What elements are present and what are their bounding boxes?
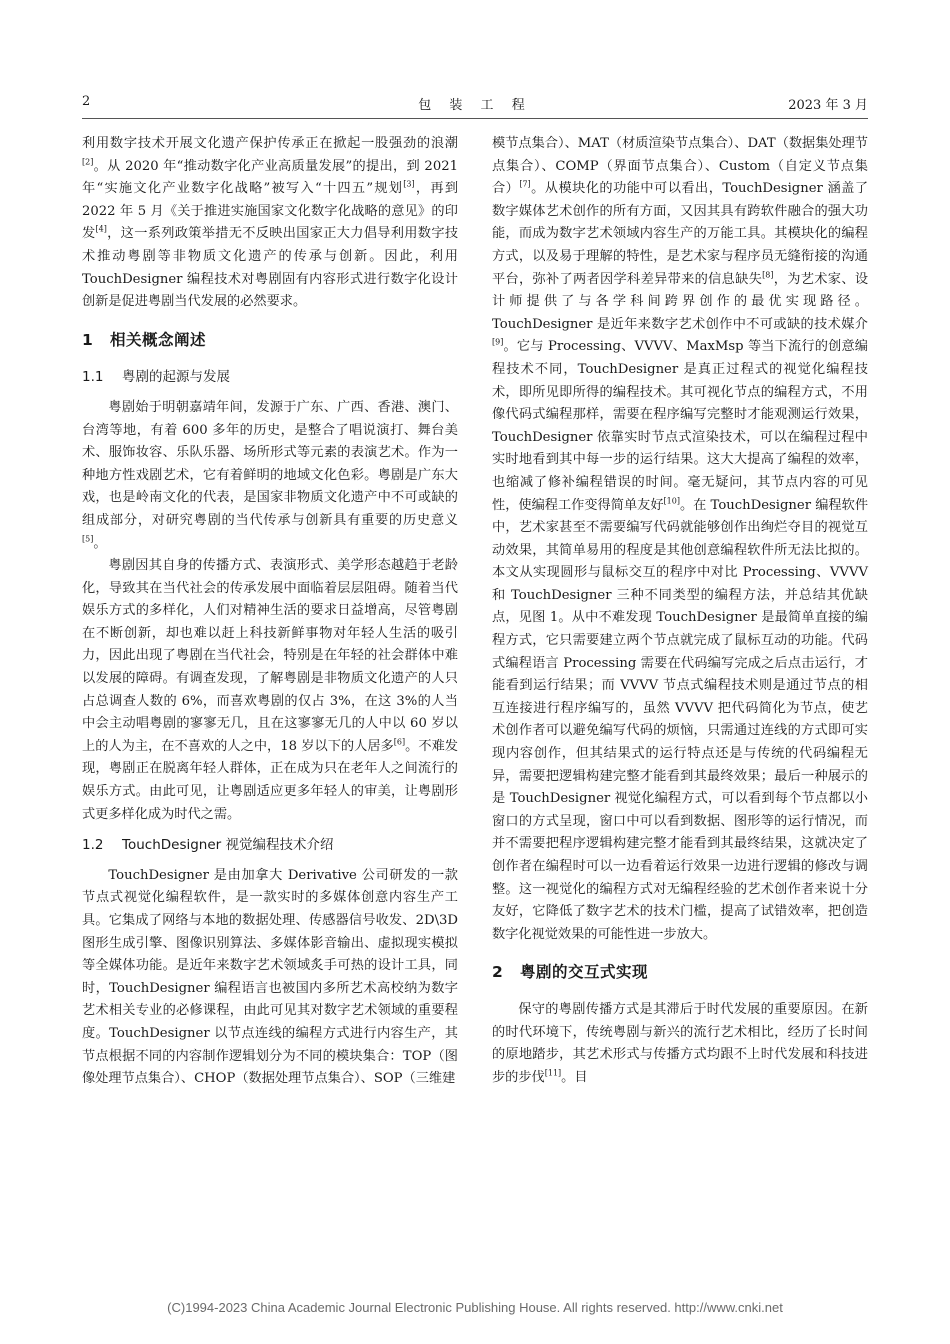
citation[interactable]: [2] (82, 157, 94, 167)
section-number: 1 (82, 330, 94, 349)
citation[interactable]: [4] (95, 224, 107, 234)
citation[interactable]: [10] (663, 496, 680, 506)
paragraph: 保守的粤剧传播方式是其滞后于时代发展的重要原因。在新的时代环境下，传统粤剧与新兴的流行艺术相比，经历了长时间的原地踏步，其艺术形式与传播方式均跟不上时代发展和科技进步的步伐[11]。目 (492, 1001, 868, 1085)
header-rule (82, 118, 868, 119)
left-column (82, 133, 458, 1091)
section-title: 相关概念阐述 (110, 330, 207, 349)
paragraph: TouchDesigner 是由加拿大 Derivative 公司研发的一款节点式视觉化编程软件，是一款实时的多媒体创意内容生产工具。它集成了网络与本地的数据处理、传感器信号收发、2D\3D 图形生成引擎、图像识别算法、多媒体影音输出、虚拟现实模拟等全媒体功能。是近年来数字艺术领域炙手可热的设计工具，同时，TouchDesigner 编程语言也被国内多所艺术高校纳为数字艺术相关专业的必修课程，由此可见其对数字艺术领域的重要程度。TouchDesigner 以节点连线的编程方式进行内容生产，其节点根据不同的内容制作逻辑划分为不同的模块集合：TOP（图像处理节点集合）、CHOP（数据处理节点集合）、SOP（三维建 (82, 867, 458, 1087)
journal-title: 包 装 工 程 (418, 98, 532, 113)
page-number: 2 (82, 94, 91, 109)
paragraph: 模节点集合）、MAT（材质渲染节点集合）、DAT（数据集处理节点集合）、COMP（界面节点集合）、Custom（自定义节点集合）[7]。从模块化的功能中可以看出，TouchDesigner 涵盖了数字媒体艺术创作的所有方面，又因其具有跨软件融合的强大功能，而成为数字艺术领域内容生产的万能工具。其模块化的编程方式，以及易于理解的特性，是艺术家与程序员无缝衔接的沟通平台，弥补了两者因学科差异带来的信息缺失[8]，为艺术家、设计师提供了与各学科间跨界创作的最优实现路径。TouchDesigner 是近年来数字艺术创作中不可或缺的技术媒介[9]。它与 Processing、VVVV、MaxMsp 等当下流行的创意编程技术不同，TouchDesigner 是真正过程式的视觉化编程技术，即所见即所得的编程技术。其可视化节点的编程方式，不用像代码式编程那样，需要在程序编写完整时才能观测运行效果，TouchDesigner 依靠实时节点式渲染技术，可以在编程过程中实时地看到其中每一步的运行结果。这大大提高了编程的效率，也缩减了修补编程错误的时间。毫无疑问，其节点内容的可见性，使编程工作变得简单友好[10]。在 TouchDesigner 编程软件中，艺术家甚至不需要编写代码就能够创作出绚烂夺目的视觉互动效果，其简单易用的程度是其他创意编程软件所无法比拟的。本文从实现圆形与鼠标交互的程序中对比 Processing、VVVV 和 TouchDesigner 三种不同类型的编程方法，并总结其优缺点，见图 1。从中不难发现 TouchDesigner 是最简单直接的编程方式，它只需要建立两个节点就完成了鼠标互动的功能。代码式编程语言 Processing 需要在代码编写完成之后点击运行，才能看到运行结果；而 VVVV 节点式编程技术则是通过节点的相互连接进行程序编写的，虽然 VVVV 把代码简化为节点，使艺术创作者可以避免编写代码的烦恼，只需通过连线的方式即可实现内容创作，但其结果式的运行特点还是与传统的代码编程无异，需要把逻辑构建完整才能看到其最终效果；最后一种展示的是 TouchDesigner 视觉化编程方式，可以看到每个节点都以小窗口的方式呈现，窗口中可以看到数据、图形等的运行情况，而并不需要把程序逻辑构建完整才能看到其最终结果，这就决定了创作者在编程时可以一边看着运行效果一边进行逻辑的修改与调整。这一视觉化的编程方式对无编程经验的艺术创作者来说十分友好，它降低了数字艺术的技术门槛，提高了试错效率，把创造数字化视觉效果的可能性进一步放大。 (492, 136, 869, 942)
subsection-number: 1.1 (82, 369, 104, 386)
subsection-number: 1.2 (82, 837, 104, 854)
citation[interactable]: [8] (762, 270, 774, 280)
copyright-footer: (C)1994-2023 China Academic Journal Electronic Publishing House. All rights reserved. http://www.cnki.net (167, 1300, 783, 1315)
issue-date: 2023 年 3 月 (788, 98, 868, 113)
subsection-heading (82, 366, 458, 389)
right-column (492, 133, 868, 1089)
page-header (82, 94, 868, 114)
section-heading (492, 961, 868, 984)
citation[interactable]: [3] (403, 179, 415, 189)
paragraph: 粤剧因其自身的传播方式、表演形式、美学形态越趋于老龄化，导致其在当代社会的传承发展中面临着层层阻碍。随着当代娱乐方式的多样化，人们对精神生活的要求日益增高，尽管粤剧在不断创新，却也难以赶上科技新鲜事物对年轻人生活的吸引力，因此出现了粤剧在当代社会，特别是在年轻的社会群体中难以发展的障碍。有调查发现，了解粤剧是非物质文化遗产的人只占总调查人数的 6%，而喜欢粤剧的仅占 3%，在这 3%的人当中会主动唱粤剧的寥寥无几，且在这寥寥无几的人中以 60 岁以上的人为主，在不喜欢的人之中，18 岁以下的人居多[6]。不难发现，粤剧正在脱离年轻人群体，正在成为只在老年人之间流行的娱乐方式。由此可见，让粤剧适应更多年轻人的审美，让粤剧形式更多样化成为时代之需。 (82, 558, 458, 822)
paragraph: 粤剧始于明朝嘉靖年间，发源于广东、广西、香港、澳门、台湾等地，有着 600 多年的历史，是整合了唱说演打、舞台美术、服饰妆容、乐队乐器、场所形式等元素的表演艺术。作为一种地方性戏剧艺术，它有着鲜明的地域文化色彩。粤剧是广东大戏，也是岭南文化的代表，是国家非物质文化遗产中不可或缺的组成部分，对研究粤剧的当代传承与创新具有重要的历史意义[5]。 (82, 399, 458, 551)
paragraph: 利用数字技术开展文化遗产保护传承正在掀起一股强劲的浪潮[2]。从 2020 年“推动数字化产业高质量发展”的提出，到 2021 年“实施文化产业数字化战略”被写入“十四五”规划[3]，再到 2022 年 5 月《关于推进实施国家文化数字化战略的意见》的印发[4]，这一系列政策举措无不反映出国家正大力倡导利用数字技术推动粤剧等非物质文化遗产的传承与创新。因此，利用 TouchDesigner 编程技术对粤剧固有内容形式进行数字化设计创新是促进粤剧当代发展的必然要求。 (82, 136, 459, 310)
subsection-title: TouchDesigner 视觉编程技术介绍 (122, 837, 334, 854)
section-heading (82, 329, 458, 352)
citation[interactable]: [6] (393, 737, 406, 747)
citation[interactable]: [9] (492, 337, 504, 347)
citation[interactable]: [11] (544, 1068, 562, 1078)
subsection-title: 粤剧的起源与发展 (122, 369, 230, 386)
section-title: 粤剧的交互式实现 (520, 963, 649, 982)
section-number: 2 (492, 963, 504, 982)
subsection-heading (82, 834, 458, 857)
citation[interactable]: [5] (82, 534, 94, 544)
citation[interactable]: [7] (519, 179, 531, 189)
